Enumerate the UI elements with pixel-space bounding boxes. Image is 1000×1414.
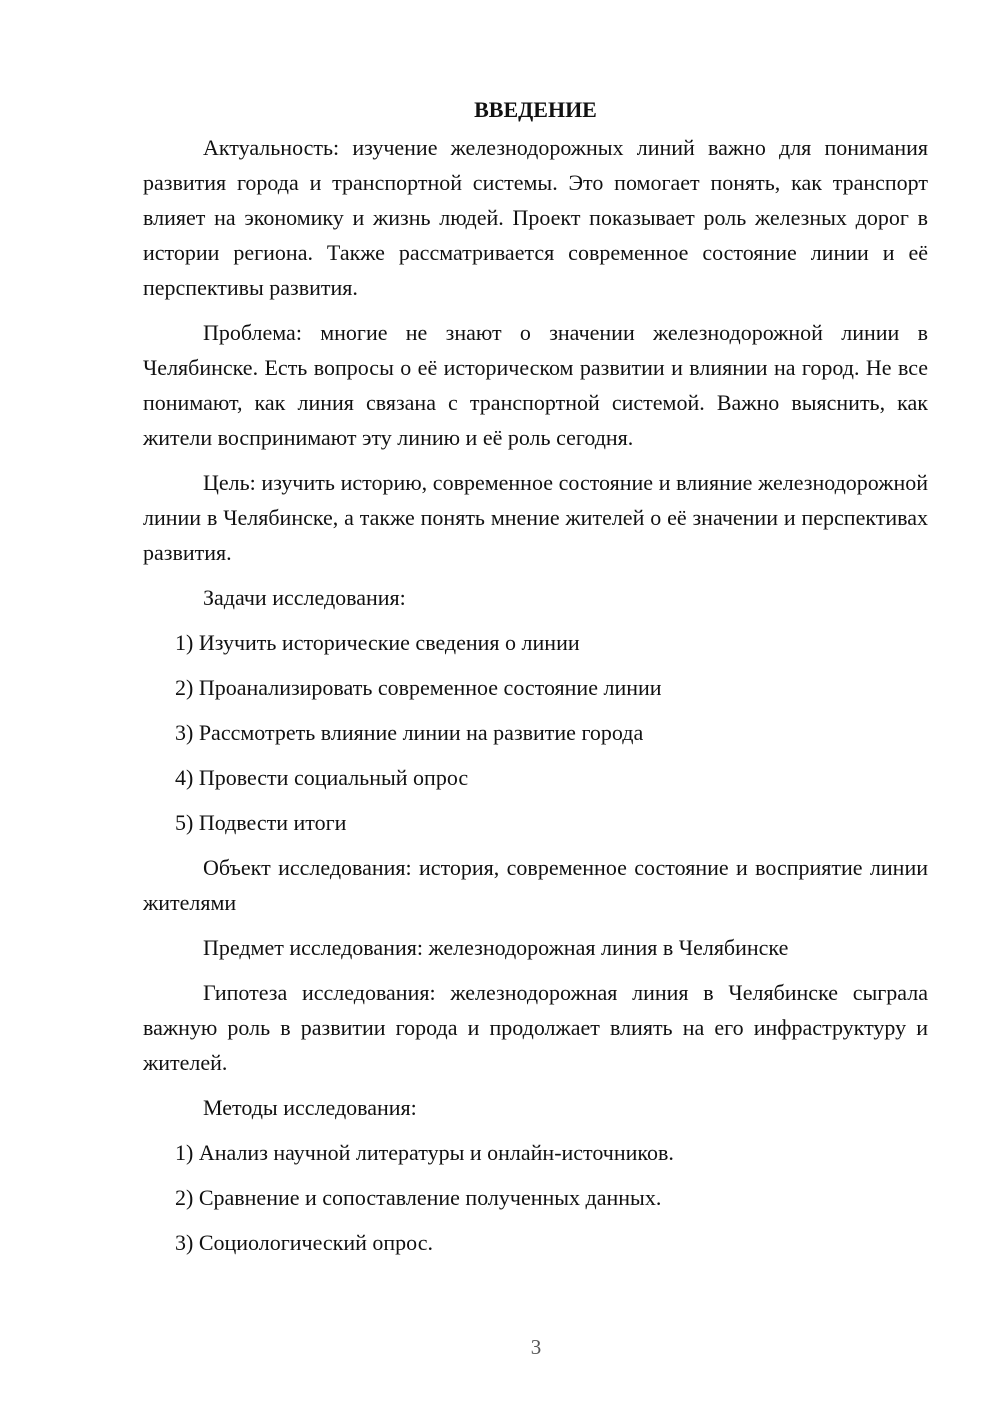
task-item: 5) Подвести итоги (175, 810, 347, 835)
tasks-heading: Задачи исследования: (203, 585, 406, 610)
object-paragraph: Объект исследования: история, современное состояние и восприятие линии жителями (143, 855, 928, 915)
method-item: 3) Социологический опрос. (175, 1230, 433, 1255)
task-item: 1) Изучить исторические сведения о линии (175, 630, 580, 655)
hypothesis-paragraph: Гипотеза исследования: железнодорожная линия в Челябинске сыграла важную роль в развитии города и продолжает влиять на его инфраструктуру и жителей. (143, 980, 928, 1075)
problem-paragraph: Проблема: многие не знают о значении железнодорожной линии в Челябинске. Есть вопросы о её историческом развитии и влиянии на город. Не все понимают, как линия связана с транспортной системой. Важно выяснить, как жители воспринимают эту линию и её роль сегодня. (143, 320, 928, 450)
tasks-list (143, 625, 928, 840)
method-item: 2) Сравнение и сопоставление полученных данных. (175, 1185, 662, 1210)
document-page (143, 92, 928, 1270)
subject-paragraph: Предмет исследования: железнодорожная линия в Челябинске (203, 935, 789, 960)
page-title: ВВЕДЕНИЕ (474, 97, 597, 122)
method-item: 1) Анализ научной литературы и онлайн-источников. (175, 1140, 674, 1165)
goal-paragraph: Цель: изучить историю, современное состояние и влияние железнодорожной линии в Челябинске, а также понять мнение жителей о её значении и перспективах развития. (143, 470, 928, 565)
task-item: 3) Рассмотреть влияние линии на развитие города (175, 720, 644, 745)
methods-list (143, 1135, 928, 1260)
page-number: 3 (530, 1335, 542, 1359)
task-item: 2) Проанализировать современное состояние линии (175, 675, 662, 700)
task-item: 4) Провести социальный опрос (175, 765, 469, 790)
methods-heading: Методы исследования: (203, 1095, 417, 1120)
relevance-paragraph: Актуальность: изучение железнодорожных линий важно для понимания развития города и транспортной системы. Это помогает понять, как транспорт влияет на экономику и жизнь людей. Проект показывает роль железных дорог в истории региона. Также рассматривается современное состояние линии и её перспективы развития. (143, 135, 928, 300)
